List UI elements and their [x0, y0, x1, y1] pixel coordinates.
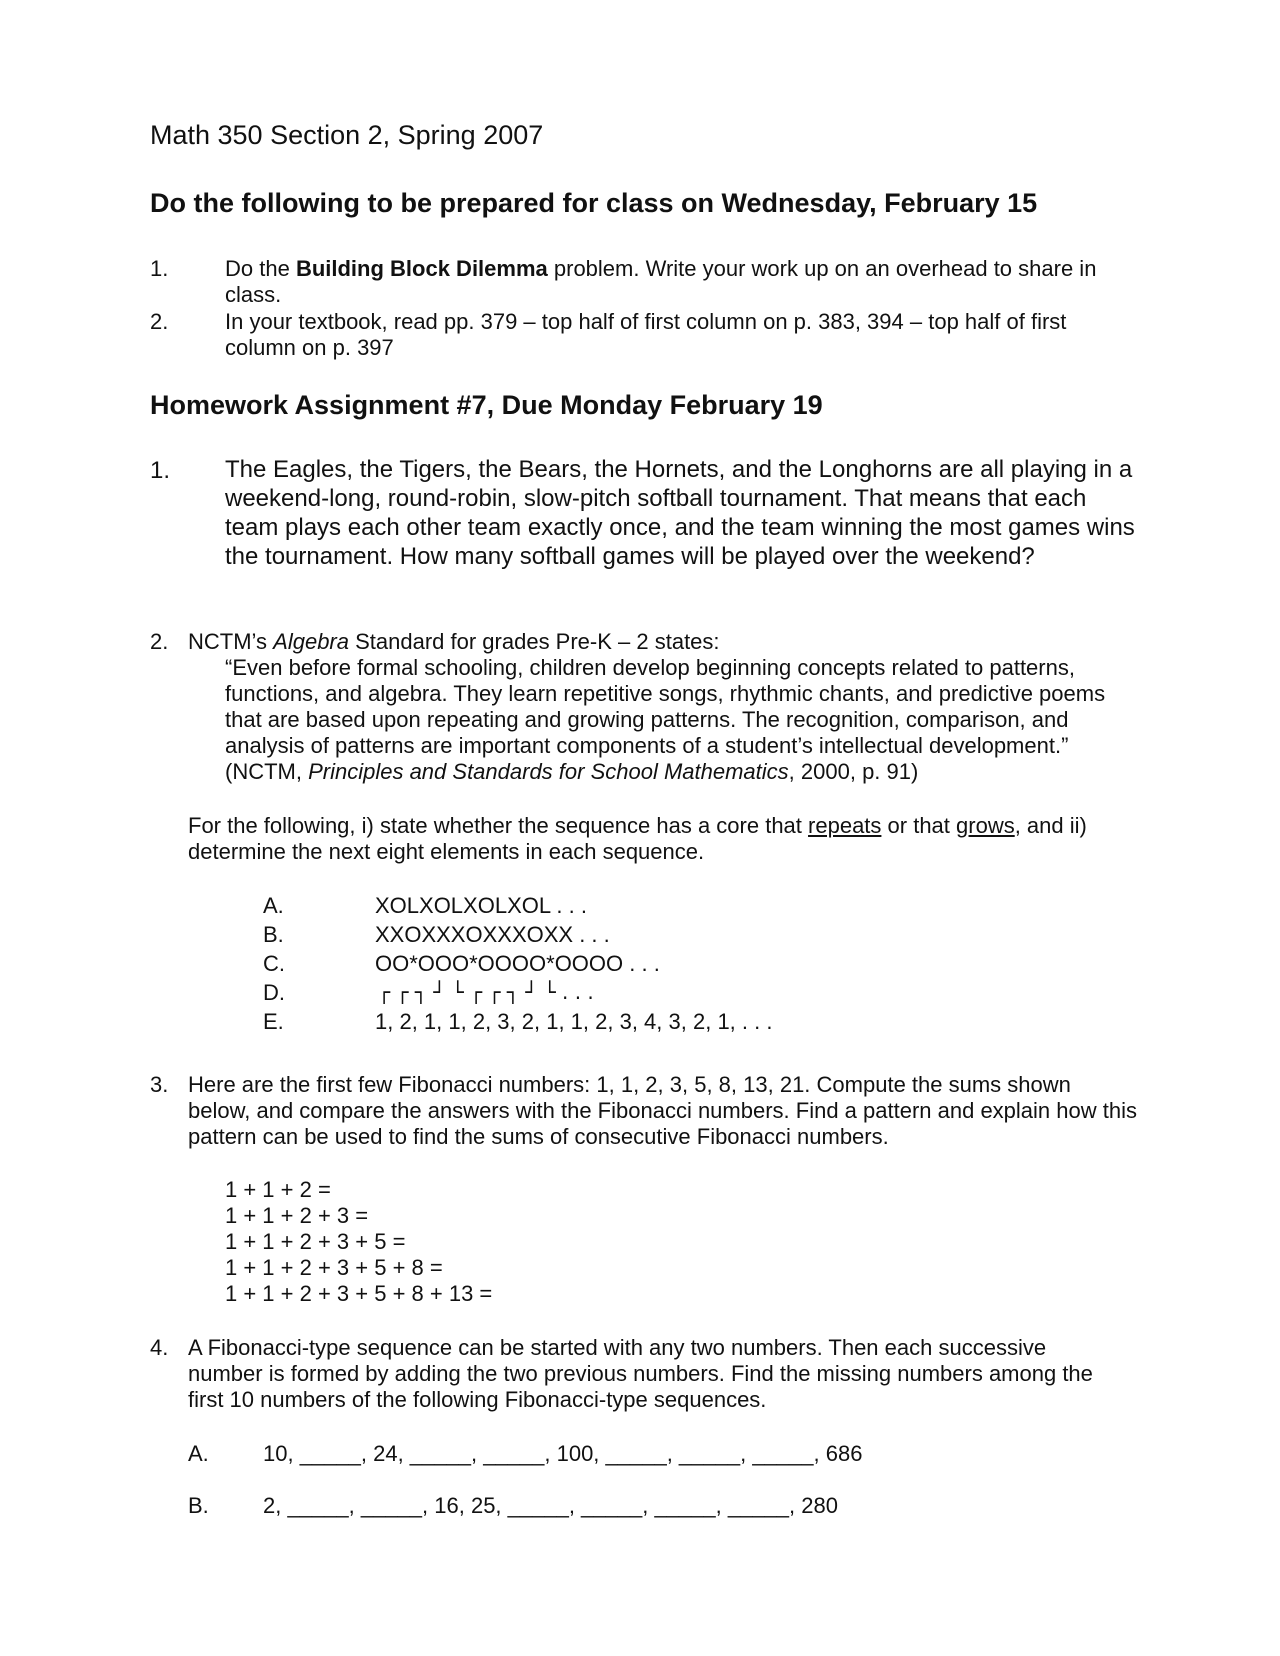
- sequence-label: C.: [263, 951, 285, 976]
- hw-q2-quote-post: , 2000, p. 91): [788, 759, 919, 784]
- hw-q2-intro-italic: Algebra: [273, 629, 349, 654]
- hw-q2-instr-post: , and ii) determine the next eight elements in each sequence.: [188, 813, 1087, 864]
- sequence-label: E.: [263, 1009, 284, 1034]
- sequence-label: D.: [263, 980, 285, 1005]
- hw-q4-number: 4.: [150, 1335, 169, 1360]
- sequence-text: XXOXXXOXXXOXX . . .: [375, 922, 610, 947]
- hw-q4-text: A Fibonacci-type sequence can be started with any two numbers. Then each successive number is formed by adding the two previous numbers. Find the missing numbers among the first 10 numbers of the following Fibonacci-type sequences.: [188, 1335, 1093, 1412]
- course-title: Math 350 Section 2, Spring 2007: [150, 120, 544, 150]
- hw-q1-text: The Eagles, the Tigers, the Bears, the Hornets, and the Longhorns are all playing in a weekend-long, round-robin, slow-pitch softball tournament. That means that each team plays each other team exactly once, and the team winning the most games wins the tournament. How many softball games will be played over the weekend?: [225, 456, 1135, 570]
- hw-q2-intro: [188, 629, 720, 655]
- hw-q3-number: 3.: [150, 1072, 169, 1097]
- hw-q2-number: 2.: [150, 629, 169, 654]
- hw-q2-quote-pre: “Even before formal schooling, children develop beginning concepts related to patterns, functions, and algebra. They learn repetitive songs, rhythmic chants, and predictive poems that are based upon repeating and growing patterns. The recognition, comparison, and analysis of patterns are important components of a student’s intellectual development.” (NCTM,: [225, 655, 1106, 784]
- sequence-text: 1, 2, 1, 1, 2, 3, 2, 1, 1, 2, 3, 4, 3, 2, 1, . . .: [375, 1009, 773, 1034]
- hw-q2-intro-post: Standard for grades Pre-K – 2 states:: [349, 629, 720, 654]
- fibonacci-sum-line: 1 + 1 + 2 =: [225, 1177, 331, 1202]
- sequence-label: A.: [263, 893, 284, 918]
- fibonacci-sum-line: 1 + 1 + 2 + 3 =: [225, 1203, 369, 1228]
- hw-q2-instr-mid: or that: [881, 813, 957, 838]
- prep-item-1: [225, 256, 1135, 308]
- hw-q1-number: 1.: [150, 457, 171, 484]
- q4a-label: A.: [188, 1441, 209, 1466]
- prep-item-2-number: 2.: [150, 309, 169, 334]
- sequence-glyphs: ┌ ┌ ┐ ┘ └ ┌ ┌ ┐ ┘ └ . . .: [378, 980, 594, 1004]
- prep-heading: Do the following to be prepared for class on Wednesday, February 15: [150, 188, 1038, 218]
- prep-item-1-post: problem. Write your work up on an overhead to share in class.: [225, 256, 1097, 307]
- q4a-sequence: 10, _____, 24, _____, _____, 100, _____, _____, _____, 686: [263, 1441, 863, 1466]
- fibonacci-sum-line: 1 + 1 + 2 + 3 + 5 =: [225, 1229, 406, 1254]
- hw-q3-text: Here are the first few Fibonacci numbers: 1, 1, 2, 3, 5, 8, 13, 21. Compute the sums shown below, and compare the answers with the Fibonacci numbers. Find a pattern and explain how this pattern can be used to find the sums of consecutive Fibonacci numbers.: [188, 1072, 1137, 1149]
- q4b-sequence: 2, _____, _____, 16, 25, _____, _____, _____, _____, 280: [263, 1493, 838, 1518]
- hw-q2-quote: [225, 655, 1130, 785]
- prep-item-2: In your textbook, read pp. 379 – top half of first column on p. 383, 394 – top half of first column on p. 397: [225, 309, 1067, 360]
- sequence-text: XOLXOLXOLXOL . . .: [375, 893, 587, 918]
- hw-q2-instructions: [188, 813, 1138, 865]
- fibonacci-sum-line: 1 + 1 + 2 + 3 + 5 + 8 + 13 =: [225, 1281, 493, 1306]
- prep-item-1-pre: Do the: [225, 256, 296, 281]
- hw-q2-instr-repeats: repeats: [808, 813, 882, 838]
- sequence-text: OO*OOO*OOOO*OOOO . . .: [375, 951, 660, 976]
- q4b-label: B.: [188, 1493, 209, 1518]
- prep-item-1-bold: Building Block Dilemma: [295, 256, 548, 281]
- hw-q2-instr-grows: grows: [956, 813, 1015, 838]
- fibonacci-sum-line: 1 + 1 + 2 + 3 + 5 + 8 =: [225, 1255, 443, 1280]
- hw-q2-intro-pre: NCTM’s: [188, 629, 274, 654]
- homework-heading: Homework Assignment #7, Due Monday February 19: [150, 390, 823, 420]
- hw-q2-quote-italic: Principles and Standards for School Mathematics: [308, 759, 789, 784]
- prep-item-1-number: 1.: [150, 256, 169, 281]
- hw-q2-instr-pre: For the following, i) state whether the sequence has a core that: [188, 813, 809, 838]
- sequence-label: B.: [263, 922, 284, 947]
